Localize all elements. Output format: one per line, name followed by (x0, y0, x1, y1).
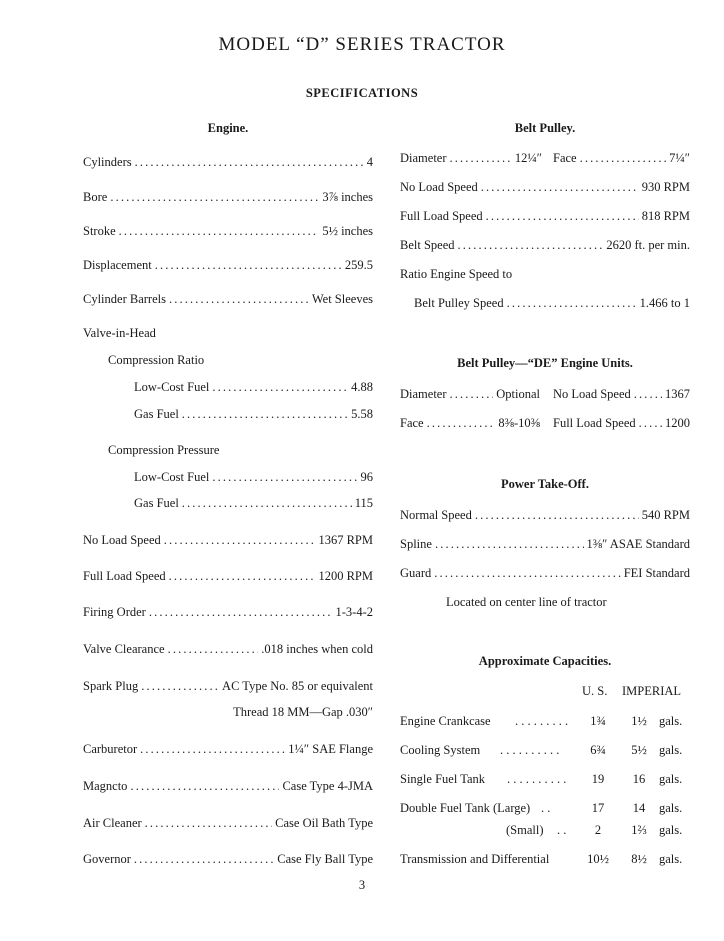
belt-pulley-heading: Belt Pulley. (514, 121, 576, 135)
spec-value: FEI Standard (623, 566, 690, 580)
spec-label: Firing Order (83, 605, 146, 619)
spec-pto-normal-speed (400, 506, 690, 524)
spec-value: Case Fly Ball Type (277, 852, 373, 866)
ratio-engine-speed-label: Ratio Engine Speed to (400, 267, 513, 281)
spec-label: Gas Fuel (134, 496, 179, 510)
capacity-label: Engine Crankcase (400, 714, 491, 728)
spec-cp-low-cost-fuel (134, 468, 373, 486)
spec-de-diameter (400, 385, 540, 403)
spec-value: 8⅜-10⅜ (498, 416, 540, 430)
spec-label: Spark Plug (83, 679, 139, 693)
col-us-header: U. S. (582, 684, 608, 698)
spec-label: Belt Speed (400, 238, 455, 252)
page-subtitle: SPECIFICATIONS (305, 86, 419, 100)
spec-label: Valve Clearance (83, 642, 165, 656)
leader-dots: . . . . . . . . . (515, 714, 569, 728)
leader-dots: . . (541, 801, 551, 815)
spec-value: 5.58 (351, 407, 373, 421)
capacity-us-value: 10½ (587, 852, 609, 866)
pto-note: Located on center line of tractor (446, 595, 607, 609)
leader-dots: . . . . . . . . . . (500, 743, 560, 757)
spec-label: Diameter (400, 151, 447, 165)
capacity-us-value: 19 (591, 772, 605, 786)
spec-value: 4.88 (351, 380, 373, 394)
spec-cylinders (83, 153, 373, 171)
spec-value: 1200 (665, 416, 690, 430)
spec-label: No Load Speed (400, 180, 478, 194)
spec-value: Case Oil Bath Type (275, 816, 373, 830)
spec-de-full-load-speed (553, 414, 690, 432)
spec-bore (83, 188, 373, 206)
spec-value: AC Type No. 85 or equivalent (222, 679, 373, 693)
capacity-us-value: 6¾ (590, 743, 606, 757)
spec-value: 4 (366, 155, 373, 169)
spec-value: 930 RPM (641, 180, 690, 194)
spec-bp-no-load-speed (400, 178, 690, 196)
spec-value: 96 (360, 470, 373, 484)
spec-value: 1367 RPM (318, 533, 373, 547)
spec-bp-full-load-speed (400, 207, 690, 225)
capacity-label: (Small) (506, 823, 544, 837)
spec-value: 1367 (665, 387, 690, 401)
spec-governor (83, 850, 373, 868)
spec-carburetor (83, 740, 373, 758)
spec-label: Bore (83, 190, 108, 204)
spec-pto-guard (400, 564, 690, 582)
capacity-label: Double Fuel Tank (Large) (400, 801, 531, 815)
spec-no-load-speed (83, 531, 373, 549)
capacity-label: Transmission and Differential (400, 852, 550, 866)
spec-bp-belt-speed (400, 236, 690, 254)
spec-cr-low-cost-fuel (134, 378, 373, 396)
spec-value: Case Type 4-JMA (282, 779, 373, 793)
spec-label: Face (553, 151, 577, 165)
capacities-heading: Approximate Capacities. (478, 654, 612, 668)
spec-value: Optional (496, 387, 540, 401)
spec-value: 1.466 to 1 (639, 296, 690, 310)
capacity-imperial-value: 5½ (631, 743, 647, 757)
capacity-label: Cooling System (400, 743, 481, 757)
leader-dots: . . (557, 823, 567, 837)
compression-pressure-label: Compression Pressure (108, 443, 220, 457)
capacity-imperial-value: 1⅔ (631, 823, 647, 837)
capacity-unit: gals. (659, 823, 683, 837)
capacity-us-value: 17 (591, 801, 605, 815)
capacity-imperial-value: 16 (632, 772, 646, 786)
spec-value: 115 (354, 496, 373, 510)
spec-bp-face (553, 149, 690, 167)
compression-ratio-label: Compression Ratio (108, 353, 205, 367)
pto-heading: Power Take-Off. (501, 477, 589, 491)
spec-stroke (83, 222, 373, 240)
spec-value: 5½ inches (322, 224, 373, 238)
spec-magneto (83, 777, 373, 795)
spec-label: Cylinders (83, 155, 132, 169)
spec-label: Full Load Speed (83, 569, 166, 583)
spec-label: Face (400, 416, 424, 430)
spec-label: Spline (400, 537, 432, 551)
spec-label: Air Cleaner (83, 816, 142, 830)
spec-label: Magncto (83, 779, 128, 793)
spec-value: 2620 ft. per min. (606, 238, 690, 252)
col-imperial-header: IMPERIAL (622, 684, 682, 698)
spec-value: .018 inches when cold (261, 642, 373, 656)
spec-value: 1¼″ SAE Flange (288, 742, 373, 756)
capacity-unit: gals. (659, 801, 683, 815)
spec-value: 1⅜″ ASAE Standard (586, 537, 690, 551)
valve-in-head-label: Valve-in-Head (83, 326, 156, 340)
spec-label: Displacement (83, 258, 152, 272)
spec-de-no-load-speed (553, 385, 690, 403)
capacity-us-value: 1¾ (590, 714, 606, 728)
spec-value: 818 RPM (641, 209, 690, 223)
spec-value: 259.5 (344, 258, 373, 272)
spec-label: No Load Speed (83, 533, 161, 547)
spec-value: 3⅞ inches (322, 190, 373, 204)
spec-label: Gas Fuel (134, 407, 179, 421)
leader-dots: . . . . . . . . . . (507, 772, 567, 786)
spec-firing-order (83, 603, 373, 621)
spec-label: Governor (83, 852, 131, 866)
spec-label: Cylinder Barrels (83, 292, 166, 306)
spec-spark-plug (83, 677, 373, 695)
spec-value: 7¼″ (669, 151, 690, 165)
spec-displacement (83, 256, 373, 274)
spec-value: 12¼″ (514, 151, 542, 165)
spec-value: 1-3-4-2 (335, 605, 373, 619)
spec-full-load-speed (83, 567, 373, 585)
spec-cr-gas-fuel (134, 405, 373, 423)
belt-pulley-de-heading: Belt Pulley—“DE” Engine Units. (457, 356, 633, 370)
spec-air-cleaner (83, 814, 373, 832)
capacity-imperial-value: 8½ (631, 852, 647, 866)
spec-label: No Load Speed (553, 387, 631, 401)
page-title: MODEL “D” SERIES TRACTOR (218, 34, 506, 55)
spec-label: Low-Cost Fuel (134, 380, 210, 394)
spec-label: Low-Cost Fuel (134, 470, 210, 484)
spec-cylinder-barrels (83, 290, 373, 308)
spec-cp-gas-fuel (134, 494, 373, 512)
spec-label: Stroke (83, 224, 116, 238)
page-number: 3 (358, 878, 366, 892)
spec-pto-spline (400, 535, 690, 553)
capacity-us-value: 2 (594, 823, 602, 837)
spec-label: Full Load Speed (553, 416, 636, 430)
spec-label: Guard (400, 566, 432, 580)
capacity-imperial-value: 14 (632, 801, 646, 815)
spec-label: Belt Pulley Speed (414, 296, 504, 310)
capacity-unit: gals. (659, 743, 683, 757)
spec-label: Carburetor (83, 742, 138, 756)
spec-label: Diameter (400, 387, 447, 401)
capacity-unit: gals. (659, 714, 683, 728)
spec-valve-clearance (83, 640, 373, 658)
spec-bp-diameter (400, 149, 542, 167)
spec-de-face (400, 414, 540, 432)
spark-plug-thread: Thread 18 MM—Gap .030″ (233, 705, 373, 719)
capacity-label: Single Fuel Tank (400, 772, 486, 786)
capacity-imperial-value: 1½ (631, 714, 647, 728)
spec-value: Wet Sleeves (311, 292, 373, 306)
spec-label: Full Load Speed (400, 209, 483, 223)
spec-value: 540 RPM (641, 508, 690, 522)
spec-label: Normal Speed (400, 508, 472, 522)
capacity-unit: gals. (659, 772, 683, 786)
spec-value: 1200 RPM (318, 569, 373, 583)
capacity-unit: gals. (659, 852, 683, 866)
engine-heading: Engine. (207, 121, 249, 135)
spec-bp-ratio (414, 294, 690, 312)
